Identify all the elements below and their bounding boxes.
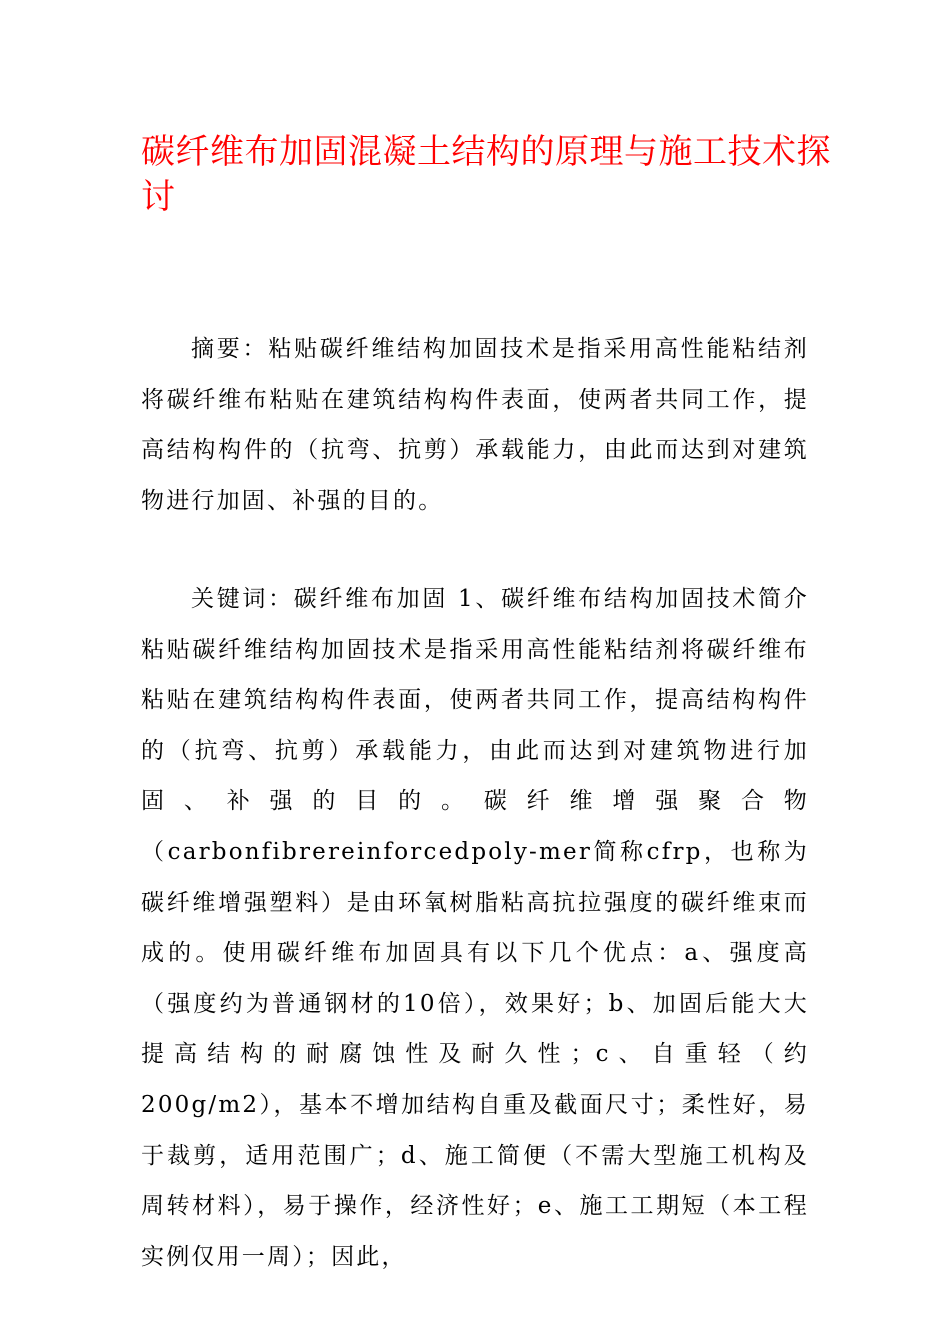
abstract-paragraph: 摘要：粘贴碳纤维结构加固技术是指采用高性能粘结剂将碳纤维布粘贴在建筑结构构件表面，使两者共同工作，提高结构构件的（抗弯、抗剪）承载能力，由此而达到对建筑物进行加固、补强的目的。 bbox=[141, 336, 809, 514]
keywords-paragraph: 关键词：碳纤维布加固 1、碳纤维布结构加固技术简介粘贴碳纤维结构加固技术是指采用高性能粘结剂将碳纤维布粘贴在建筑结构构件表面，使两者共同工作，提高结构构件的（抗弯、抗剪）承载能力，由此而达到对建筑物进行加固、补强的目的。碳纤维增强聚合物（carbonfibrereinforcedpoly-mer简称cfrp，也称为碳纤维增强塑料）是由环氧树脂粘高抗拉强度的碳纤维束而成的。使用碳纤维布加固具有以下几个优点：a、强度高（强度约为普通钢材的10倍），效果好；b、加固后能大大提高结构的耐腐蚀性及耐久性；c、自重轻（约200g/m2），基本不增加结构自重及截面尺寸；柔性好，易于裁剪，适用范围广；d、施工简便（不需大型施工机构及周转材料），易于操作，经济性好；e、施工工期短（本工程实例仅用一周）；因此， bbox=[141, 586, 809, 1270]
document-title: 碳纤维布加固混凝土结构的原理与施工技术探讨 bbox=[141, 132, 831, 217]
